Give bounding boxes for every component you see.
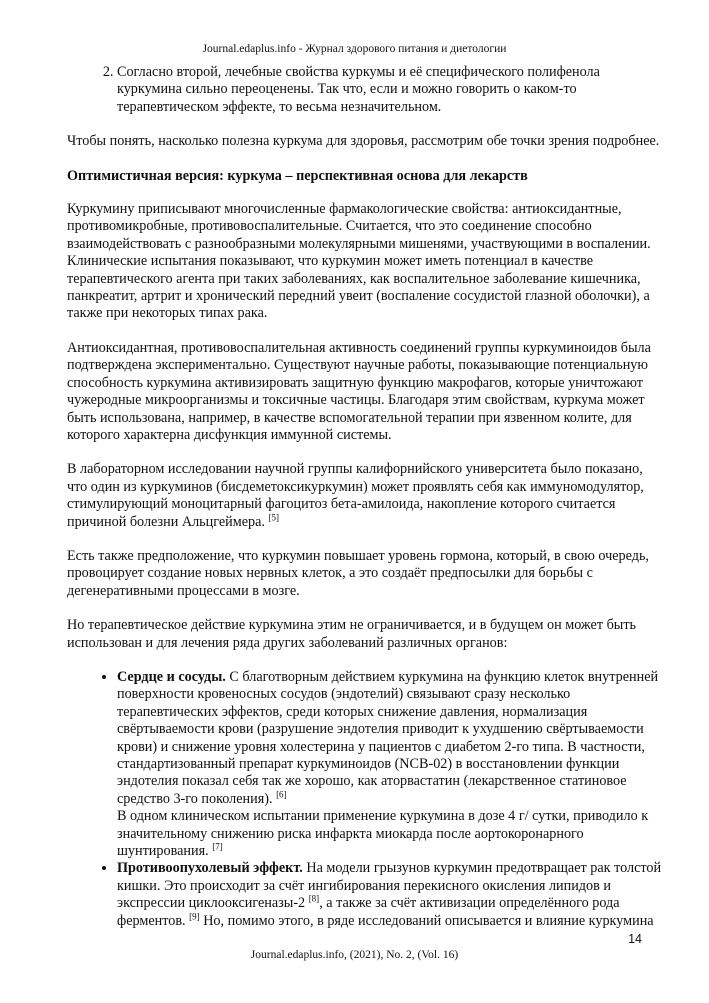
bullet-text: , а также за счёт активизации определённого рода ферментов. <box>117 895 620 929</box>
paragraph-alzheimer <box>67 461 663 531</box>
section-heading: Оптимистичная версия: куркума – перспективная основа для лекарств <box>67 167 528 184</box>
reference-link[interactable]: [6] <box>276 789 287 800</box>
page-number: 14 <box>628 932 642 946</box>
bullet-text: Но, помимо этого, в ряде исследований описывается и влияние куркумина <box>199 912 654 929</box>
reference-link[interactable]: [7] <box>212 841 223 852</box>
bullet-text: С благотворным действием куркумина на функцию клеток внутренней поверхности кровеносных сосудов (эндотелий) связывают сразу несколько терапевтических эффектов, среди которых снижение давления, нормализация свёртываемости крови (разрушение эндотелия приводит к ухудшению свёртываемости крови) и снижение уровня холестерина у пациентов с диабетом 2-го типа. В частности, стандартизованный препарат куркуминоидов (NCB-02) в восстановлении функции эндотелия показал себя так же хорошо, как аторвастатин (лекарственное статиновое средство 3-го поколения). <box>117 668 659 807</box>
page-content <box>67 64 663 930</box>
paragraph-other-diseases: Но терапевтическое действие куркумина этим не ограничивается, и в будущем он может быть использован и для лечения ряда других заболеваний различных органов: <box>67 617 637 651</box>
bullet-list <box>67 669 663 930</box>
reference-link[interactable]: [8] <box>308 893 320 904</box>
list-item: 2. Согласно второй, лечебные свойства куркумы и её специфического полифенола куркумина сильно переоценены. Так что, если и можно говорить о каком-то терапевтическом эффекте, то весьма незначительном. <box>117 64 663 116</box>
intro-paragraph: Чтобы понять, насколько полезна куркума для здоровья, рассмотрим обе точки зрения подробнее. <box>67 133 660 150</box>
list-item-heart <box>117 669 663 860</box>
paragraph-properties: Куркумину приписывают многочисленные фармакологические свойства: антиоксидантные, противомикробные, противовоспалительные. Считается, что это соединение способно взаимодействовать с разнообразными молекулярными мишенями, участвующими в воспалении. Клинические испытания показывают, что куркумин может иметь потенциал в качестве терапевтического агента при таких заболеваниях, как воспалительное заболевание кишечника, панкреатит, артрит и хронический передний увеит (воспаление сосудистой глазной оболочки), а также при некоторых типах рака. <box>67 201 651 322</box>
bullet-title: Сердце и сосуды. <box>117 668 226 685</box>
bullet-title: Противоопухолевый эффект. <box>117 860 303 877</box>
bullet-text: В одном клиническом испытании применение куркумина в дозе 4 г/ сутки, приводило к значительному снижению риска инфаркта миокарда после аортокоронарного шунтирования. <box>117 808 649 860</box>
paragraph-text: В лабораторном исследовании научной группы калифорнийского университета было показано, что один из куркуминов (бисдеметоксикуркумин) может проявлять себя как иммуномодулятор, стимулирующий моноцитарный фагоцитоз бета-амилоида, накопление которого считается причиной болезни Альцгеймера. <box>67 461 644 530</box>
numbered-list <box>67 64 663 116</box>
reference-link[interactable]: [5] <box>268 511 280 522</box>
reference-link[interactable]: [9] <box>189 910 200 921</box>
running-header: Journal.edaplus.info - Журнал здорового питания и диетологии <box>202 43 507 55</box>
list-item-antitumor <box>117 860 663 930</box>
running-footer: Journal.edaplus.info, (2021), No. 2, (Vol. 16) <box>250 949 459 961</box>
bullet-text: На модели грызунов куркумин предотвращает рак толстой кишки. Это происходит за счёт ингибирования перекисного окисления липидов и экспрессии циклооксигеназы-2 <box>117 860 662 912</box>
paragraph-antioxidant: Антиоксидантная, противовоспалительная активность соединений группы куркуминоидов была подтверждена экспериментально. Существуют научные работы, показывающие потенциальную способность куркумина активизировать защитную функцию макрофагов, которые уничтожают чужеродные микроорганизмы и токсичные частицы. Благодаря этим свойствам, куркума может быть использована, например, в качестве вспомогательной терапии при язвенном колите, для которого характерна дисфункция иммунной системы. <box>67 339 651 443</box>
paragraph-hormone: Есть также предположение, что куркумин повышает уровень гормона, который, в свою очередь, провоцирует создание новых нервных клеток, а это создаёт предпосылки для борьбы с дегенеративными процессами в мозге. <box>67 547 649 599</box>
